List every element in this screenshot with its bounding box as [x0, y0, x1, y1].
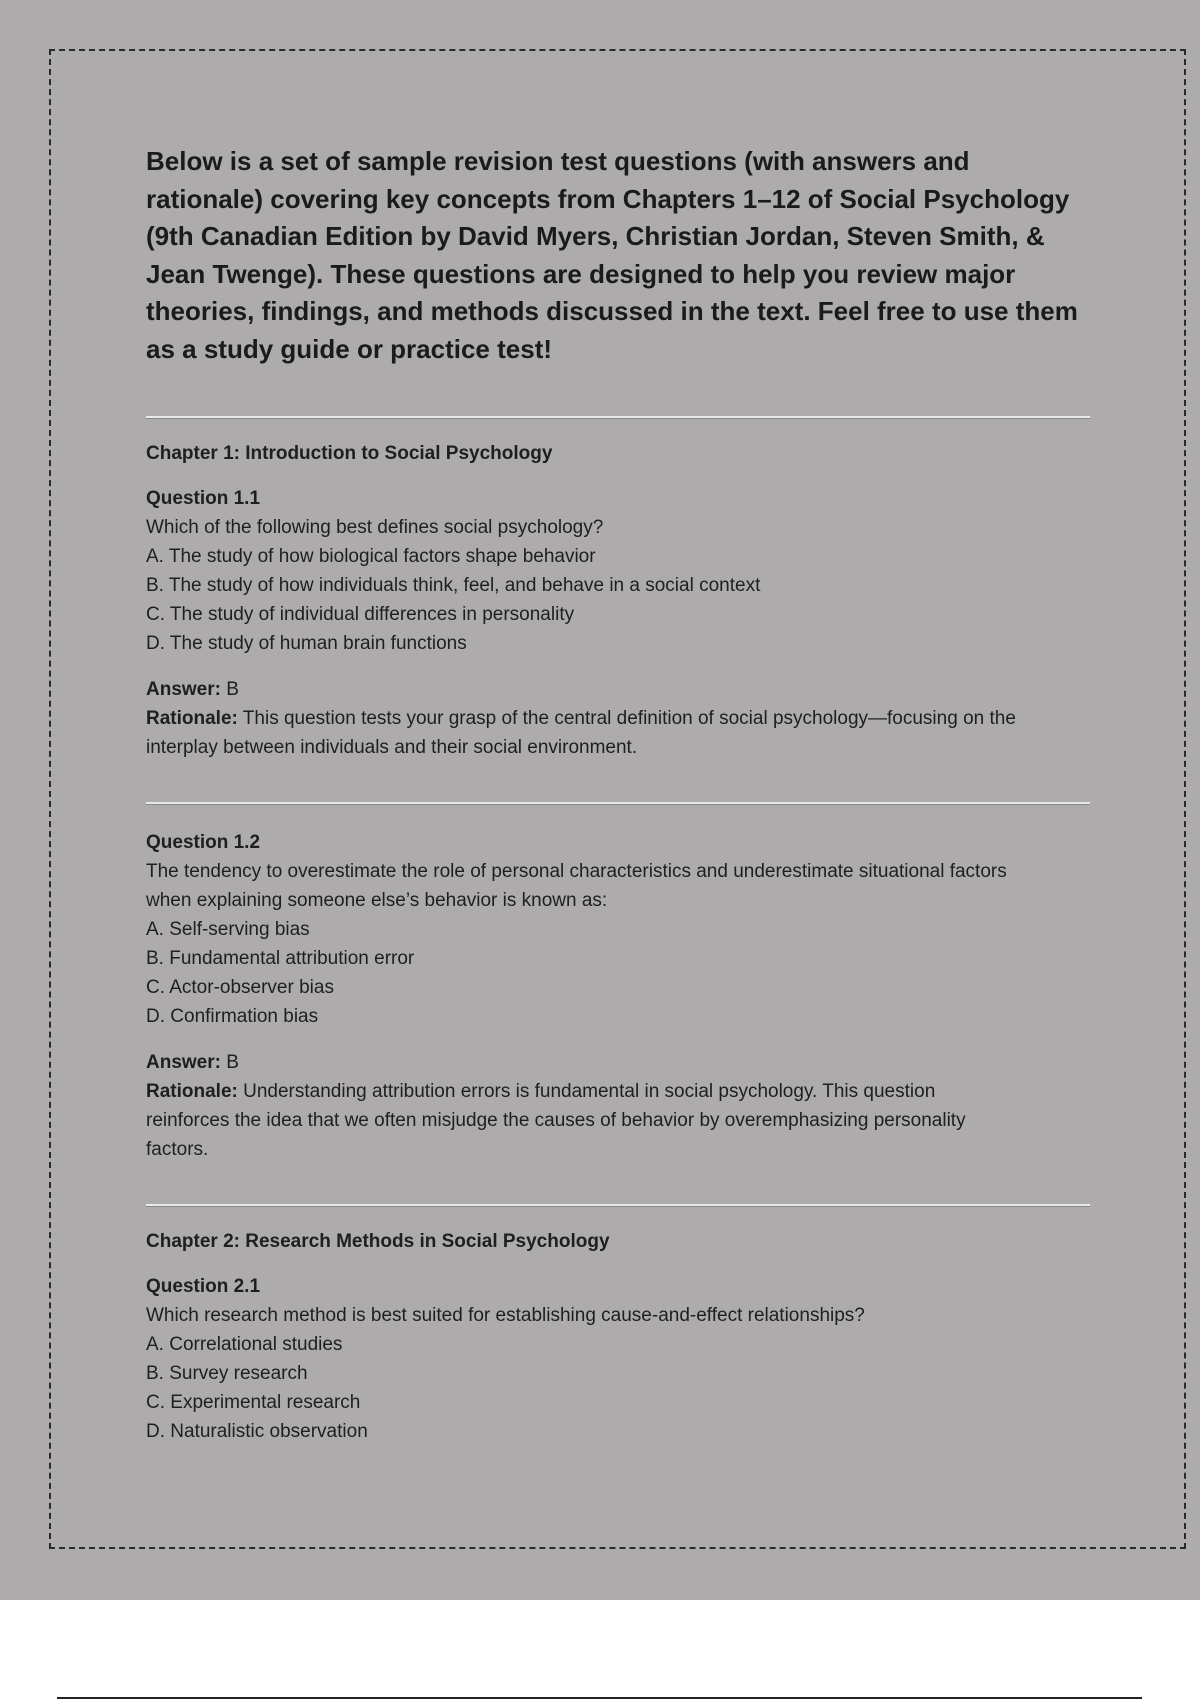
question-1-1-rationale-cont: interplay between individuals and their social environment.: [146, 737, 638, 758]
question-1-1-option-a: A. The study of how biological factors shape behavior: [146, 546, 596, 567]
question-1-2-option-b: B. Fundamental attribution error: [146, 948, 415, 969]
question-1-1-option-c: C. The study of individual differences in personality: [146, 604, 575, 625]
question-1-1-title: Question 1.1: [146, 488, 261, 509]
question-2-1-stem: Which research method is best suited for establishing cause-and-effect relationships?: [146, 1305, 865, 1326]
answer-value: B: [220, 679, 239, 700]
question-1-2-rationale-cont: reinforces the idea that we often misjudge the causes of behavior by overemphasizing personality: [146, 1110, 966, 1131]
question-1-2-rationale-end: factors.: [146, 1139, 209, 1160]
chapter-1-title: Chapter 1: Introduction to Social Psychology: [146, 443, 553, 464]
question-1-2-option-d: D. Confirmation bias: [146, 1006, 319, 1027]
question-1-2-stem-cont: when explaining someone else’s behavior is known as:: [146, 890, 608, 911]
rationale-label: Rationale:: [146, 708, 238, 729]
question-2-1-title: Question 2.1: [146, 1276, 261, 1297]
question-1-1-option-d: D. The study of human brain functions: [146, 633, 467, 654]
question-2-1-option-a: A. Correlational studies: [146, 1334, 343, 1355]
document-content: [146, 143, 1090, 1446]
question-2-1-option-c: C. Experimental research: [146, 1392, 361, 1413]
question-1-2-option-c: C. Actor-observer bias: [146, 977, 334, 998]
question-1-1-answer: [146, 675, 1090, 704]
page-bottom-rule: [57, 1697, 1142, 1699]
rationale-text: Understanding attribution errors is fundamental in social psychology. This question: [237, 1081, 936, 1102]
section-divider: [146, 1204, 1090, 1207]
rationale-text: This question tests your grasp of the central definition of social psychology—focusing on the: [237, 708, 1016, 729]
question-1-1-option-b: B. The study of how individuals think, feel, and behave in a social context: [146, 575, 761, 596]
question-1-2-title: Question 1.2: [146, 832, 261, 853]
question-1-2-rationale: [146, 1077, 1090, 1106]
answer-value: B: [220, 1052, 239, 1073]
question-2-1-option-d: D. Naturalistic observation: [146, 1421, 368, 1442]
rationale-label: Rationale:: [146, 1081, 238, 1102]
question-1-1-rationale: [146, 704, 1090, 733]
intro-paragraph: Below is a set of sample revision test questions (with answers and rationale) covering key concepts from Chapters 1–12 of Social Psychology (9th Canadian Edition by David Myers, Christian Jordan, Steven Smith, & Jean Twenge). These questions are designed to help you review major theories, findings, and methods discussed in the text. Feel free to use them as a study guide or practice test!: [146, 146, 1078, 364]
section-divider: [146, 416, 1090, 419]
chapter-2-title: Chapter 2: Research Methods in Social Psychology: [146, 1231, 610, 1252]
question-1-1-stem: Which of the following best defines social psychology?: [146, 517, 604, 538]
question-1-2-option-a: A. Self-serving bias: [146, 919, 310, 940]
question-2-1-option-b: B. Survey research: [146, 1363, 308, 1384]
answer-label: Answer:: [146, 679, 221, 700]
section-divider: [146, 802, 1090, 805]
question-1-2-stem: The tendency to overestimate the role of personal characteristics and underestimate situational factors: [146, 861, 1007, 882]
answer-label: Answer:: [146, 1052, 221, 1073]
question-1-2-answer: [146, 1048, 1090, 1077]
